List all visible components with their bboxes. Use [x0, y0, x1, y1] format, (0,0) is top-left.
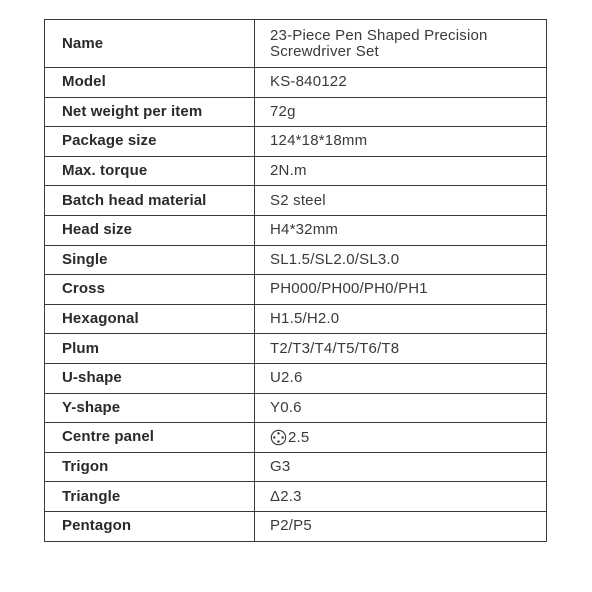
spec-value: PH000/PH00/PH0/PH1 — [255, 275, 547, 305]
spec-label: Y-shape — [45, 393, 255, 423]
spec-label: Plum — [45, 334, 255, 364]
spec-value-cell — [255, 423, 547, 453]
spec-table — [44, 19, 547, 542]
spec-value: Y0.6 — [255, 393, 547, 423]
table-row — [45, 127, 547, 157]
table-row — [45, 393, 547, 423]
spec-label: Head size — [45, 215, 255, 245]
table-row — [45, 186, 547, 216]
table-row — [45, 97, 547, 127]
spec-label: Cross — [45, 275, 255, 305]
spec-label: Pentagon — [45, 511, 255, 541]
spec-value: G3 — [255, 452, 547, 482]
spec-value: 72g — [255, 97, 547, 127]
spec-label: Batch head material — [45, 186, 255, 216]
table-row — [45, 334, 547, 364]
table-row — [45, 20, 547, 68]
spec-label: Single — [45, 245, 255, 275]
spec-value: H1.5/H2.0 — [255, 304, 547, 334]
spec-value: SL1.5/SL2.0/SL3.0 — [255, 245, 547, 275]
spec-value: H4*32mm — [255, 215, 547, 245]
table-row — [45, 423, 547, 453]
table-row — [45, 304, 547, 334]
table-row — [45, 275, 547, 305]
table-row — [45, 245, 547, 275]
table-row — [45, 215, 547, 245]
spec-label: Net weight per item — [45, 97, 255, 127]
spec-label: Max. torque — [45, 156, 255, 186]
spec-label: Model — [45, 68, 255, 98]
spec-value: Δ2.3 — [255, 482, 547, 512]
spec-label: Centre panel — [45, 423, 255, 453]
spec-label: Trigon — [45, 452, 255, 482]
spec-label: Name — [45, 20, 255, 68]
spec-value: S2 steel — [255, 186, 547, 216]
spec-value: KS-840122 — [255, 68, 547, 98]
spec-label: Hexagonal — [45, 304, 255, 334]
spec-label: Package size — [45, 127, 255, 157]
spec-value: T2/T3/T4/T5/T6/T8 — [255, 334, 547, 364]
table-row — [45, 511, 547, 541]
spec-value: U2.6 — [255, 363, 547, 393]
spec-value: 23-Piece Pen Shaped Precision Screwdriver Set — [255, 20, 547, 68]
four-dot-circle-icon — [270, 429, 287, 446]
spec-label: Triangle — [45, 482, 255, 512]
spec-label: U-shape — [45, 363, 255, 393]
table-row — [45, 156, 547, 186]
spec-value: 2.5 — [288, 428, 310, 446]
table-row — [45, 363, 547, 393]
spec-value: P2/P5 — [255, 511, 547, 541]
spec-value: 2N.m — [255, 156, 547, 186]
table-row — [45, 482, 547, 512]
table-row — [45, 452, 547, 482]
table-row — [45, 68, 547, 98]
spec-value: 124*18*18mm — [255, 127, 547, 157]
